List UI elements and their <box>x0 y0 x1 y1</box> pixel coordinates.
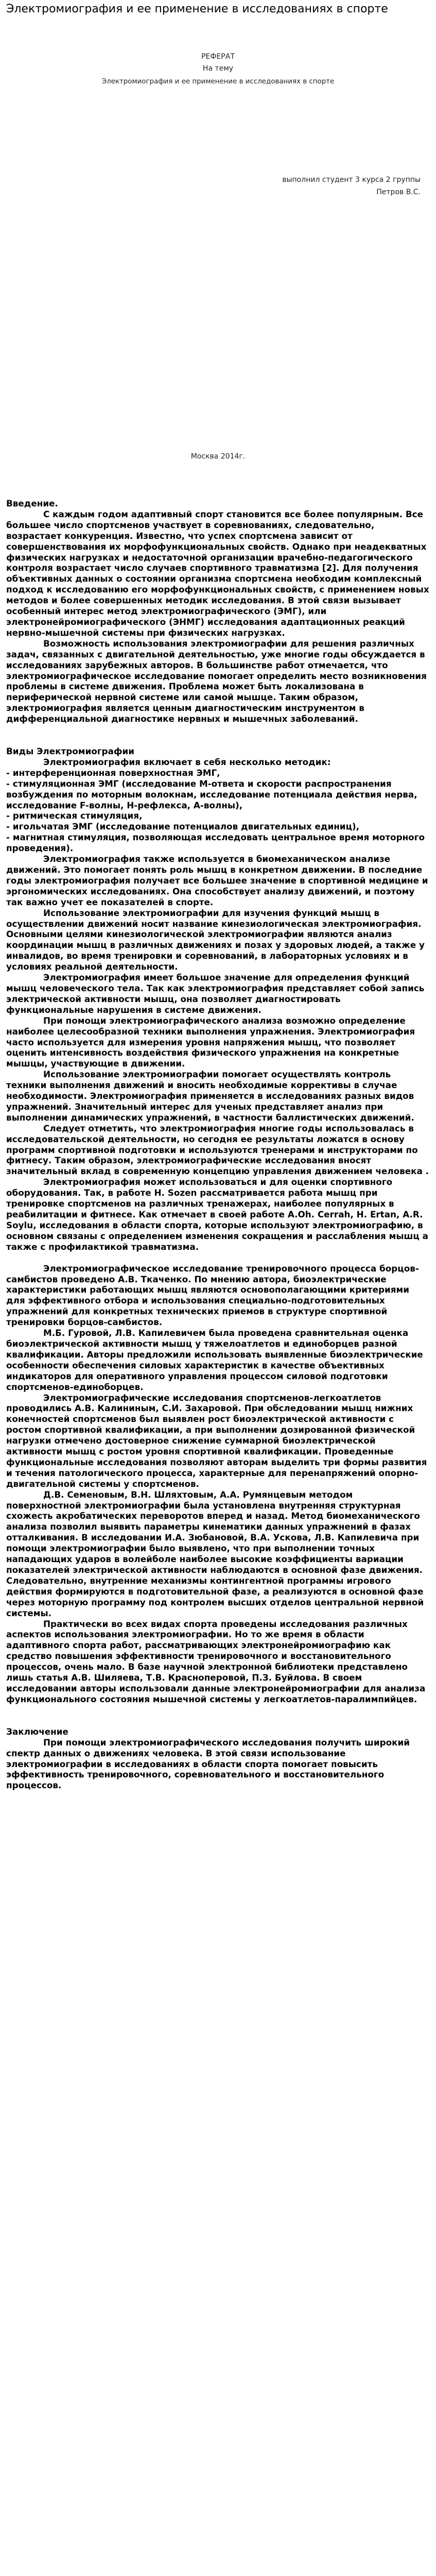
paragraph: Использование электромиографии помогает осуществлять контроль техники выполнения движений и вносить необходимые коррективы в случае необходимости. Электромиография применяется в исследованиях разных видов упражнений. Значительный интерес для ученых представляет анализ при выполнении динамических упражнений, в частности баллистических движений. <box>6 1069 414 1123</box>
paragraph: Электромиографическое исследование тренировочного процесса борцов-самбистов проведено А.В. Ткаченко. По мнению автора, биоэлектрические характеристики работающих мышц являются основополагающими критериями для эффективного отбора и использования специально-подготовительных упражнений для конкретных технических приемов в структуре спортивной тренировки борцов-самбистов. <box>6 1263 419 1328</box>
essay-body <box>6 498 430 1791</box>
paragraph: При помощи электромиографического анализа возможно определение наиболее целесообразной техники выполнения упражнения. Электромиография часто используется для измерения уровня напряжения мышц, что позволяет оценить интенсивность воздействия физического упражнения на конкретные мышцы, участвующие в движении. <box>6 1015 415 1069</box>
spacer <box>6 1252 430 1263</box>
spacer <box>6 724 430 746</box>
list-item: - игольчатая ЭМГ (исследование потенциалов двигательных единиц), <box>6 821 360 832</box>
paragraph: Возможность использования электромиографии для решения различных задач, связанных с двигательной деятельностью, уже многие годы обсуждается в исследованиях зарубежных авторов. В большинстве работ отмечается, что электромиографическое исследование помогает определить место возникновения проблемы в системе движения. Проблема может быть локализована в периферической нервной системе или самой мышце. Таким образом, электромиография является ценным диагностическим инструментом в дифференциальной диагностике нервных и мышечных заболеваний. <box>6 638 427 724</box>
list-item: - интерференционная поверхностная ЭМГ, <box>6 767 220 778</box>
list-item: - магнитная стимуляция, позволяющая исследовать центральное время моторного проведения). <box>6 832 425 854</box>
document-title: Электромиография и ее применение в исследованиях в спорте <box>6 3 388 15</box>
paragraph: Электромиография имеет большое значение для определения функций мышц человеческого тела. Так как электромиография представляет собой запись электрической активности мышц, она позволяет диагностировать функциональные нарушения в системе движения. <box>6 972 425 1015</box>
paragraph: Следует отметить, что электромиография многие годы использовалась в исследовательской деятельности, но сегодня ее результаты ложатся в основу программ спортивной подготовки и используются тренерами и инструкторами по фитнесу. Таким образом, электромиографические исследования вносят значительный вклад в современную концепцию управления движением человека . <box>6 1123 429 1177</box>
spacer <box>6 1705 430 1726</box>
types-heading: Виды Электромиографии <box>6 746 135 757</box>
paragraph: Практически во всех видах спорта проведены исследования различных аспектов использования электромиографии. Но то же время в области адаптивного спорта работ, рассматривающих электронейромиографию как средство повышения эффективности тренировочного и восстановительного процессов, очень мало. В базе научной электронной библиотеки представлено лишь статья А.В. Шиляева, Т.В. Красноперовой, П.З. Буйлова. В своем исследовании авторы использовали данные электронейромиографии для анализа функционального состояния мышечной системы у легкоатлетов-паралимпийцев. <box>6 1618 426 1704</box>
list-item: - стимуляционная ЭМГ (исследование М-ответа и скорости распространения возбуждения по моторным волокнам, исследование потенциала действия нерва, исследование F-волны, Н-рефлекса, А-волны), <box>6 778 417 810</box>
topic-line: Электромиография и ее применение в исследованиях в спорте <box>101 78 335 86</box>
paragraph: С каждым годом адаптивный спорт становится все более популярным. Все большее число спортсменов участвует в соревнованиях, следовательно, возрастает конкуренция. Известно, что успех спортсмена зависит от совершенствования их морфофункциональных свойств. Однако при неадекватных физических нагрузках и недостаточной организации врачебно-педагогического контроля возрастает число случаев спортивного травматизма [2]. Для получения объективных данных о состоянии организма спортсмена необходим комплексный подход к исследованию его морфофункциональных свойств, с применением новых методов и более совершенных методик исследования. В этой связи вызывает особенный интерес метод электромиографического (ЭМГ), или электронейромиографического (ЭНМГ) исследования адаптационных реакций нервно-мышечной системы при физических нагрузках. <box>6 509 429 638</box>
paragraph: М.Б. Гуровой, Л.В. Капилевичем была проведена сравнительная оценка биоэлектрической активности мышц у тяжелоатлетов и единоборцев разной квалификации. Авторы предложили использовать выявленные биоэлектрические особенности обеспечения силовых характеристик в качестве объективных индикаторов для оперативного управления процессом силовой подготовки спортсменов-единоборцев. <box>6 1328 423 1392</box>
paragraph: Электромиография включает в себя несколько методик: <box>43 756 331 767</box>
paragraph: Д.В. Семеновым, В.Н. Шляхтовым, А.А. Румянцевым методом поверхностной электромиографии была установлена внутренняя структурная схожесть акробатических переворотов вперед и назад. Метод биомеханического анализа позволил выявить параметры кинематики данных упражнений в фазах отталкивания. В исследовании И.А. Зюбановой, В.А. Ускова, Л.В. Капилевича при помощи электромиографии было выявлено, что при выполнении точных нападающих ударов в волейболе наиболее высокие коэффициенты вариации показателей электрической активности наблюдаются в основной фазе движения. Следовательно, внутренние механизмы контингентной программы игрового действия формируются в подготовительной фазе, а реализуются в основной фазе через моторную программу под контролем высших отделов центральной нервной системы. <box>6 1489 424 1618</box>
paragraph: Электромиография может использоваться и для оценки спортивного оборудования. Так, в работе H. Sozen рассматривается работа мышц при тренировке спортсменов на различных тренажерах, наиболее популярных в реабилитации и фитнесе. Как отмечает в своей работе A.Oh. Cerrah, H. Ertan, A.R. Soylu, исследования в области спорта, которые используют электромиографию, в основном связаны с определением изменения сокращения и расслабления мышц а также с профилактикой травматизма. <box>6 1177 428 1252</box>
document-kind: РЕФЕРАТ <box>201 53 235 61</box>
list-item: - ритмическая стимуляция, <box>6 810 143 821</box>
intro-heading: Введение. <box>6 498 58 509</box>
city-year: Москва 2014г. <box>190 452 246 461</box>
paragraph: При помощи электромиографического исследования получить широкий спектр данных о движениях человека. В этой связи использование электромиографии в исследованиях в области спорта помогает повысить эффективность тренировочного, соревновательного и восстановительного процессов. <box>6 1737 410 1791</box>
paragraph: Использование электромиографии для изучения функций мышц в осуществлении движений носит название кинезиологическая электромиография. Основными целями кинезиологической электромиографии являются анализ координации мышц в различных движениях и позах у здоровых людей, а также у инвалидов, во время тренировки и соревнований, в лабораторных условиях и в условиях реальной деятельности. <box>6 907 425 972</box>
paragraph: Электромиография также используется в биомеханическом анализе движений. Это помогает понять роль мышц в конкретном движении. В последние годы электромиография получает все большее значение в спортивной медицине и эргономических исследованиях. Она способствует анализу движений, и поэтому так важно учет ее показателей в спорте. <box>6 854 428 907</box>
on-topic-label: На тему <box>202 64 234 73</box>
author-line-1: выполнил студент 3 курса 2 группы <box>282 176 421 184</box>
paragraph: Электромиографические исследования спортсменов-легкоатлетов проводились А.В. Калининым, С.И. Захаровой. При обследовании мышц нижних конечностей спортсменов был выявлен рост биоэлектрической активности с ростом спортивной квалификации, а при выполнении дозированной физической нагрузки отмечено достоверное снижение суммарной биоэлектрической активности мышц с ростом уровня спортивной квалификации. Проведенные функциональные исследования позволяют авторам выделить три формы развития и течения патологического процесса, характерные для перенапряжений опорно-двигательной системы у спортсменов. <box>6 1392 427 1489</box>
author-line-2: Петров В.С. <box>376 188 421 196</box>
conclusion-heading: Заключение <box>6 1726 68 1737</box>
title-page <box>6 16 430 498</box>
